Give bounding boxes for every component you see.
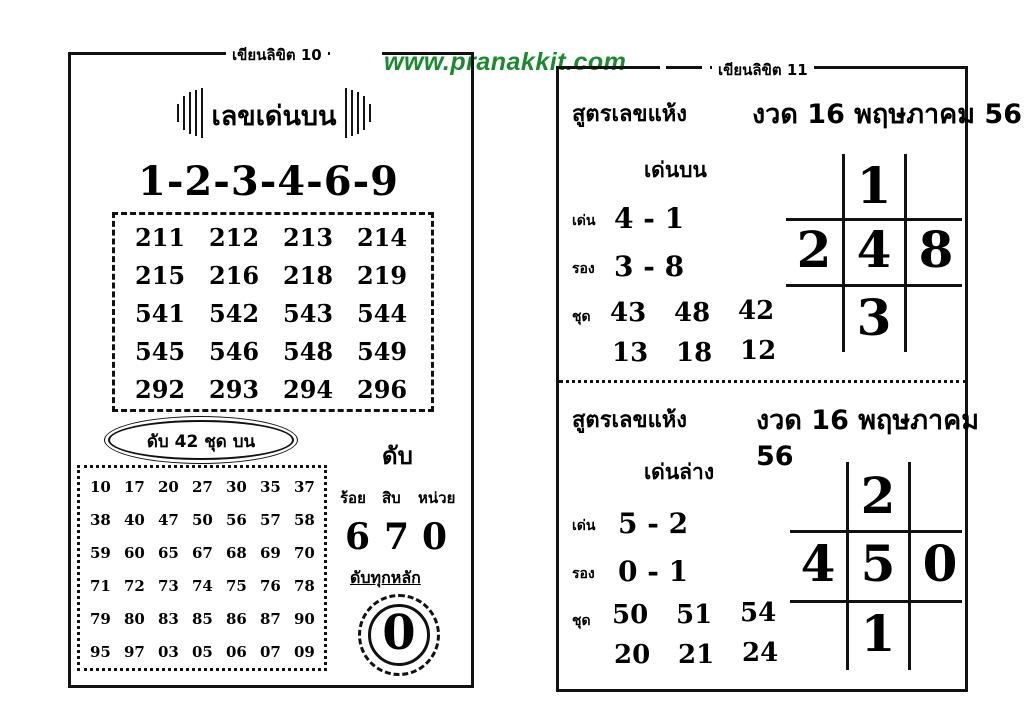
double-number-box [77, 465, 327, 671]
set-number: 13 [612, 338, 649, 368]
triple-number: 543 [283, 299, 334, 328]
banner-title: เลขเด่นบน [211, 101, 337, 132]
website-url: www.pranakkit.com [384, 48, 627, 76]
set-number: 18 [676, 338, 713, 368]
triple-number: 214 [357, 223, 408, 252]
triple-number: 294 [283, 375, 334, 404]
double-number: 59 [90, 544, 111, 562]
double-number: 07 [260, 643, 281, 661]
second-value: 0 - 1 [618, 555, 689, 588]
lead-value: 4 - 1 [614, 202, 685, 235]
cross-bottom: 3 [856, 288, 892, 347]
sub-title: เด่นล่าง [644, 460, 715, 484]
set-number: 48 [674, 298, 711, 328]
cross-left: 4 [800, 534, 836, 593]
main-digits: 1-2-3-4-6-9 [138, 158, 399, 205]
second-label: รอง [572, 566, 595, 582]
dub-all-circle [358, 594, 440, 676]
double-number: 60 [124, 544, 145, 562]
set-number: 50 [612, 600, 649, 630]
double-number: 74 [192, 577, 213, 595]
formula-title: สูตรเลขแห้ง [572, 408, 687, 433]
triple-number: 541 [135, 299, 186, 328]
set-number: 43 [610, 298, 647, 328]
dub-digit-tens: 7 [384, 516, 410, 558]
double-number-grid [90, 476, 324, 664]
position-label-tens: สิบ [382, 489, 401, 507]
triple-number: 216 [209, 261, 260, 290]
triple-number-grid [135, 225, 431, 403]
double-number: 35 [260, 478, 281, 496]
set-number: 42 [738, 296, 775, 326]
lead-label: เด่น [572, 518, 596, 534]
cross-line [786, 284, 962, 287]
left-page-header: เขียนลิขิต 10 [226, 43, 328, 67]
section-divider [559, 380, 967, 383]
double-number: 37 [294, 478, 315, 496]
cross-right: 8 [918, 220, 954, 279]
triple-number: 549 [357, 337, 408, 366]
double-number: 69 [260, 544, 281, 562]
double-number: 95 [90, 643, 111, 661]
triple-number-box [112, 212, 434, 412]
second-label: รอง [572, 261, 595, 277]
cross-line [790, 600, 962, 603]
triple-number: 546 [209, 337, 260, 366]
double-number: 75 [226, 577, 247, 595]
draw-label: งวด 16 พฤษภาคม 56 [752, 99, 1022, 130]
triple-number: 296 [357, 375, 408, 404]
double-number: 17 [124, 478, 145, 496]
dub-all-digit: 0 [382, 605, 416, 661]
cross-left: 2 [796, 220, 832, 279]
lead-label: เด่น [572, 213, 596, 229]
triple-number: 542 [209, 299, 260, 328]
dub-all-label: ดับทุกหลัก [350, 568, 421, 587]
triple-number: 544 [357, 299, 408, 328]
triple-number: 292 [135, 375, 186, 404]
double-number: 87 [260, 610, 281, 628]
cross-line [790, 530, 962, 533]
double-number: 09 [294, 643, 315, 661]
double-number: 10 [90, 478, 111, 496]
double-number: 06 [226, 643, 247, 661]
double-number: 57 [260, 511, 281, 529]
triple-number: 548 [283, 337, 334, 366]
double-number: 97 [124, 643, 145, 661]
double-number: 03 [158, 643, 179, 661]
dub-title: ดับ [382, 442, 413, 470]
set-number: 20 [614, 640, 651, 670]
right-page-header: เขียนลิขิต 11 [712, 58, 814, 82]
set-number: 51 [676, 600, 713, 630]
position-label-units: หน่วย [418, 489, 456, 507]
lead-value: 5 - 2 [618, 507, 689, 540]
position-label-hundreds: ร้อย [340, 489, 366, 507]
oval-label: ดับ 42 ชุด บน [146, 432, 256, 452]
dub-digit-hundreds: 6 [345, 516, 371, 558]
triple-number: 211 [135, 223, 186, 252]
double-number: 40 [124, 511, 145, 529]
formula-title: สูตรเลขแห้ง [572, 102, 687, 127]
set-label: ชุด [572, 309, 591, 325]
set-number: 12 [740, 336, 777, 366]
set-number: 21 [678, 640, 715, 670]
double-number: 72 [124, 577, 145, 595]
double-number: 27 [192, 478, 213, 496]
double-number: 65 [158, 544, 179, 562]
double-number: 68 [226, 544, 247, 562]
cross-center: 4 [856, 220, 892, 279]
double-number: 05 [192, 643, 213, 661]
banner [172, 80, 376, 146]
double-number: 79 [90, 610, 111, 628]
double-number: 58 [294, 511, 315, 529]
double-number: 70 [294, 544, 315, 562]
cross-top: 1 [856, 156, 892, 215]
set-number: 24 [742, 638, 779, 668]
double-number: 73 [158, 577, 179, 595]
double-number: 71 [90, 577, 111, 595]
oval-label-frame [108, 420, 294, 460]
second-value: 3 - 8 [614, 250, 685, 283]
double-number: 83 [158, 610, 179, 628]
cross-center: 5 [860, 534, 896, 593]
triple-number: 293 [209, 375, 260, 404]
cross-right: 0 [922, 534, 958, 593]
cross-top: 2 [860, 466, 896, 525]
triple-number: 219 [357, 261, 408, 290]
double-number: 50 [192, 511, 213, 529]
triple-number: 215 [135, 261, 186, 290]
double-number: 76 [260, 577, 281, 595]
double-number: 38 [90, 511, 111, 529]
set-number: 54 [740, 598, 777, 628]
double-number: 80 [124, 610, 145, 628]
triple-number: 212 [209, 223, 260, 252]
double-number: 86 [226, 610, 247, 628]
set-label: ชุด [572, 613, 591, 629]
triple-number: 545 [135, 337, 186, 366]
dub-digit-units: 0 [422, 516, 448, 558]
double-number: 90 [294, 610, 315, 628]
cross-bottom: 1 [860, 604, 896, 663]
triple-number: 218 [283, 261, 334, 290]
double-number: 56 [226, 511, 247, 529]
double-number: 20 [158, 478, 179, 496]
double-number: 78 [294, 577, 315, 595]
sub-title: เด่นบน [644, 158, 707, 182]
double-number: 67 [192, 544, 213, 562]
double-number: 85 [192, 610, 213, 628]
double-number: 30 [226, 478, 247, 496]
double-number: 47 [158, 511, 179, 529]
triple-number: 213 [283, 223, 334, 252]
draw-label: งวด 16 พฤษภาคม 56 [756, 405, 980, 472]
